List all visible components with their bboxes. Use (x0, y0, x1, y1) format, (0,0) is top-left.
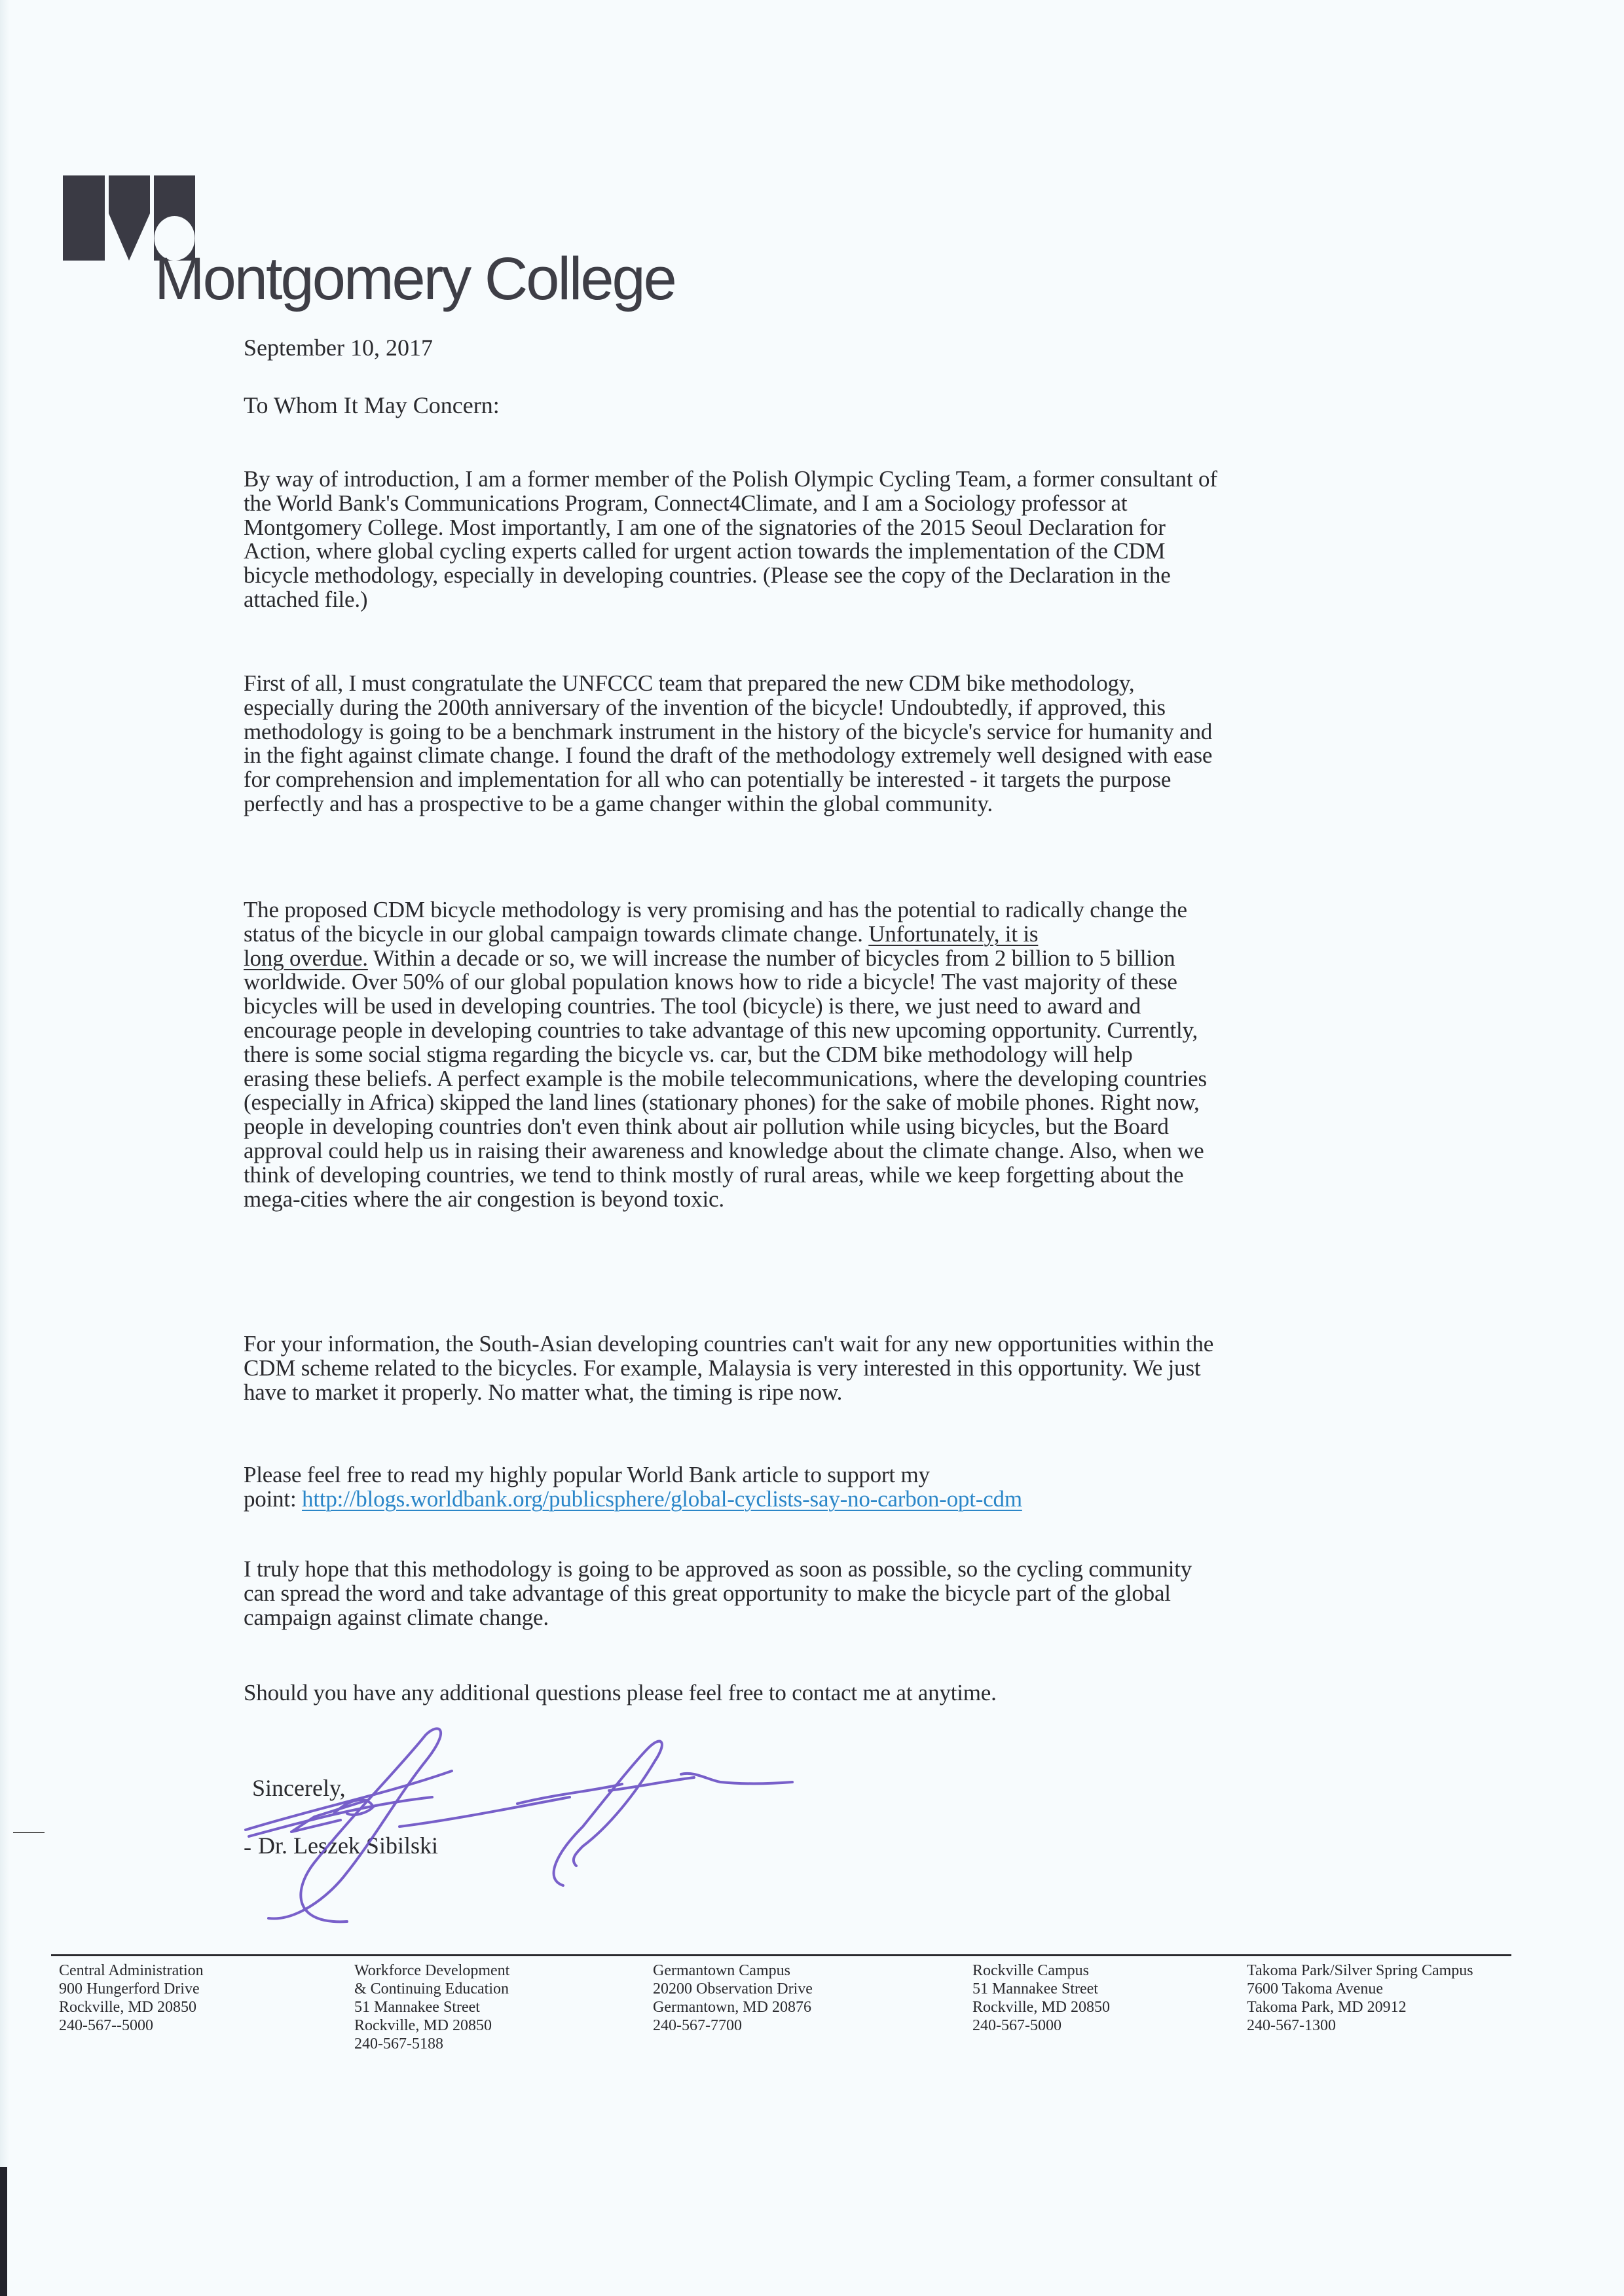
campus-street: 7600 Takoma Avenue (1247, 1980, 1384, 1997)
campus-phone: 240-567-5188 (354, 2035, 443, 2052)
text-line: in the fight against climate change. I found the draft of the methodology extremely well designed with ease (244, 742, 1213, 769)
text-line (244, 1486, 1022, 1510)
campus-street: 20200 Observation Drive (653, 1980, 813, 1997)
text-line (244, 921, 1207, 945)
paragraph-proposal (244, 897, 1207, 1210)
campus-street: 51 Mannakee Street (972, 1980, 1098, 1997)
underlined-text: Unfortunately, it is (868, 920, 1039, 947)
text-segment: point: (244, 1485, 303, 1512)
text-line: campaign against climate change. (244, 1604, 549, 1630)
campus-phone: 240-567-1300 (1247, 2017, 1336, 2034)
campus-rockville (972, 1961, 1110, 2035)
world-bank-article-link[interactable]: http://blogs.worldbank.org/publicsphere/global-cyclists-say-no-carbon-opt-cdm (302, 1485, 1022, 1512)
text-line: for comprehension and implementation for all who can potentially be interested - it targets the purpose (244, 767, 1172, 793)
campus-name: Rockville Campus (972, 1962, 1089, 1979)
campus-phone: 240-567--5000 (59, 2017, 153, 2034)
text-line: can spread the word and take advantage of this great opportunity to make the bicycle part of the global (244, 1580, 1171, 1606)
closing: Sincerely, (252, 1775, 346, 1801)
campus-phone: 240-567-7700 (653, 2017, 742, 2034)
signer-dash: - (244, 1834, 251, 1860)
text-line: there is some social stigma regarding the bicycle vs. car, but the CDM bike methodology will help (244, 1041, 1133, 1067)
text-segment: status of the bicycle in our global campaign towards climate change. (244, 920, 869, 947)
signer-name-text: Dr. Leszek Sibilski (258, 1832, 438, 1859)
campus-name-continued: & Continuing Education (354, 1980, 509, 1997)
letterhead-logo (63, 175, 675, 312)
text-line: people in developing countries don't even think about air pollution while using bicycles, but the Board (244, 1114, 1169, 1140)
campus-city: Rockville, MD 20850 (59, 1999, 196, 2016)
text-line: encourage people in developing countries to take advantage of this new upcoming opportunity. Currently, (244, 1017, 1198, 1043)
campus-name: Takoma Park/Silver Spring Campus (1247, 1962, 1473, 1979)
campus-germantown (653, 1961, 813, 2035)
text-line: For your information, the South-Asian developing countries can't wait for any new opportunities within the (244, 1331, 1214, 1357)
paragraph-contact (244, 1680, 997, 1704)
paragraph-south-asia (244, 1331, 1213, 1403)
text-line: erasing these beliefs. A perfect example is the mobile telecommunications, where the developing countries (244, 1065, 1207, 1091)
campus-city: Takoma Park, MD 20912 (1247, 1999, 1407, 2016)
margin-mark (13, 1832, 45, 1833)
text-line (244, 945, 1207, 970)
text-line: bicycles will be used in developing countries. The tool (bicycle) is there, we just need to award and (244, 993, 1141, 1019)
campus-name: Workforce Development (354, 1962, 510, 1979)
campus-phone: 240-567-5000 (972, 2017, 1061, 2034)
campus-street: 51 Mannakee Street (354, 1999, 480, 2016)
text-line: First of all, I must congratulate the UNFCCC team that prepared the new CDM bike methodology, (244, 670, 1135, 696)
text-line: think of developing countries, we tend to think mostly of rural areas, while we keep forgetting about the (244, 1161, 1184, 1188)
handwritten-signature-icon (151, 1722, 871, 1931)
text-line: bicycle methodology, especially in developing countries. (Please see the copy of the Declaration in the (244, 562, 1171, 589)
text-line: I truly hope that this methodology is going to be approved as soon as possible, so the cycling community (244, 1556, 1192, 1582)
letter-date: September 10, 2017 (244, 335, 433, 361)
campus-takoma-park-silver-spring (1247, 1961, 1473, 2035)
text-segment: Within a decade or so, we will increase the number of bicycles from 2 billion to 5 billion (367, 945, 1175, 971)
paragraph-article (244, 1462, 1022, 1510)
campus-city: Germantown, MD 20876 (653, 1999, 811, 2016)
campus-city: Rockville, MD 20850 (354, 2017, 492, 2034)
letter-greeting: To Whom It May Concern: (244, 392, 500, 418)
text-line: especially during the 200th anniversary of the invention of the bicycle! Undoubtedly, if approved, this (244, 694, 1166, 720)
text-line: mega-cities where the air congestion is beyond toxic. (244, 1186, 724, 1212)
footer-divider (51, 1954, 1511, 1956)
campus-name: Central Administration (59, 1962, 204, 1979)
scan-edge-tint (0, 0, 9, 2167)
paragraph-introduction (244, 466, 1217, 611)
signer-name (252, 1832, 438, 1859)
scan-edge-shadow (0, 2167, 7, 2296)
text-line: Should you have any additional questions please feel free to contact me at anytime. (244, 1680, 997, 1705)
campus-city: Rockville, MD 20850 (972, 1999, 1110, 2016)
text-line: attached file.) (244, 586, 368, 612)
text-line: Montgomery College. Most importantly, I am one of the signatories of the 2015 Seoul Declaration for (244, 514, 1166, 540)
text-line: CDM scheme related to the bicycles. For example, Malaysia is very interested in this opportunity. We just (244, 1355, 1201, 1381)
campus-central-administration (59, 1961, 204, 2035)
text-line: The proposed CDM bicycle methodology is very promising and has the potential to radically change the (244, 897, 1187, 922)
campus-street: 900 Hungerford Drive (59, 1980, 200, 1997)
text-line: perfectly and has a prospective to be a game changer within the global community. (244, 790, 993, 816)
text-line: By way of introduction, I am a former member of the Polish Olympic Cycling Team, a former consultant of (244, 466, 1217, 492)
underlined-text: long overdue. (244, 945, 368, 971)
institution-name: Montgomery College (155, 246, 675, 312)
text-line: Please feel free to read my highly popular World Bank article to support my (244, 1462, 930, 1487)
paragraph-hope (244, 1556, 1192, 1628)
text-line: Action, where global cycling experts called for urgent action towards the implementation of the CDM (244, 538, 1166, 564)
text-line: methodology is going to be a benchmark instrument in the history of the bicycle's service for humanity and (244, 718, 1213, 744)
paragraph-congratulations (244, 670, 1212, 815)
text-line: have to market it properly. No matter what, the timing is ripe now. (244, 1379, 843, 1405)
text-line: worldwide. Over 50% of our global population knows how to ride a bicycle! The vast majority of these (244, 969, 1177, 995)
text-line: (especially in Africa) skipped the land lines (stationary phones) for the sake of mobile phones. Right now, (244, 1089, 1200, 1116)
campus-name: Germantown Campus (653, 1962, 790, 1979)
text-line: approval could help us in raising their awareness and knowledge about the climate change. Also, when we (244, 1137, 1204, 1163)
campus-workforce-development (354, 1961, 509, 2053)
text-line: the World Bank's Communications Program, Connect4Climate, and I am a Sociology professor at (244, 490, 1128, 516)
